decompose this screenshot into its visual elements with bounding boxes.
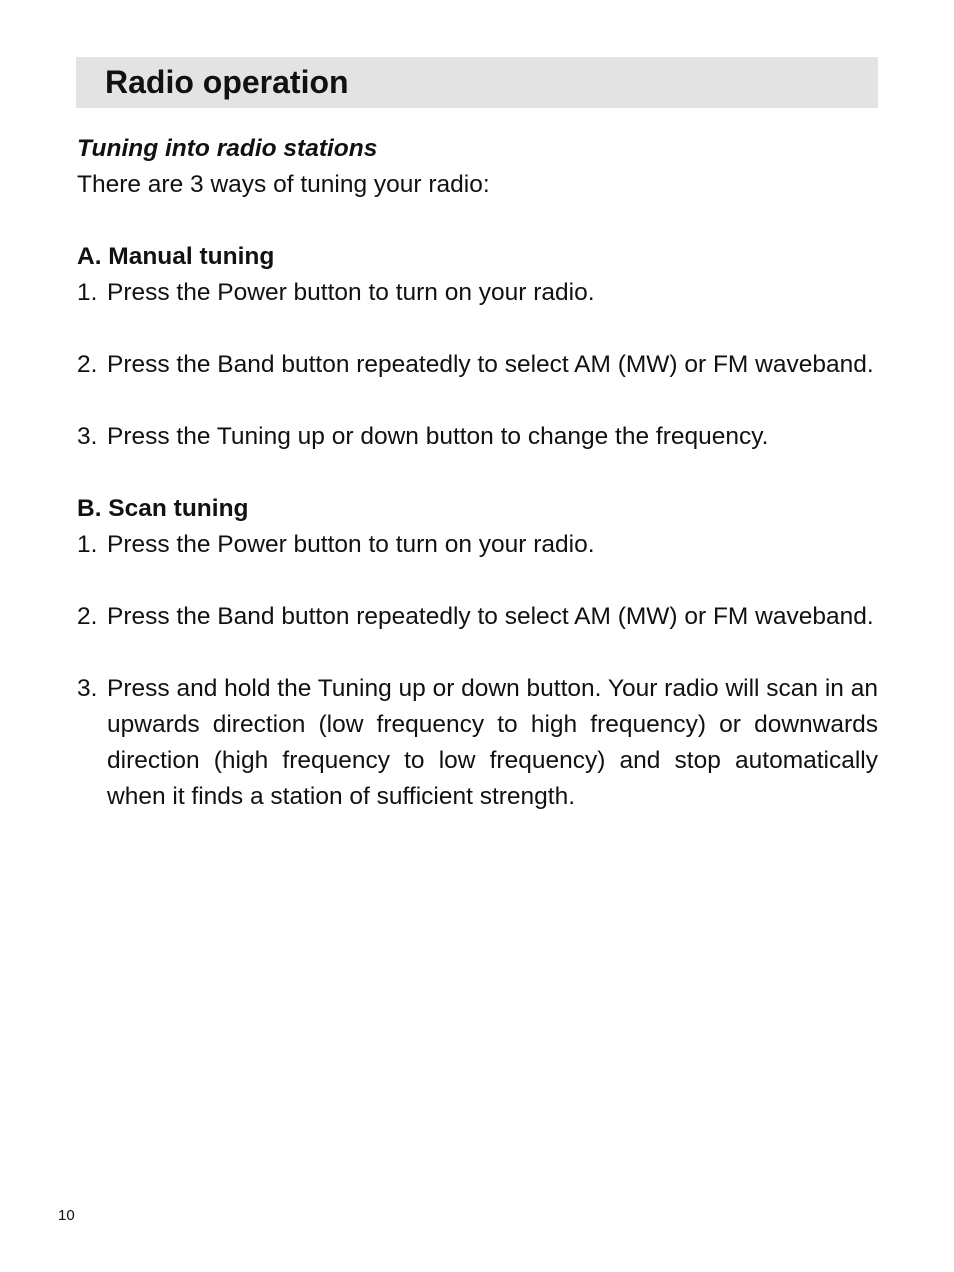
step-text: Press the Power button to turn on your radio. — [107, 531, 595, 558]
section-header-bar — [76, 57, 878, 108]
manual-step-1 — [77, 275, 878, 311]
scan-step-1 — [77, 527, 878, 563]
manual-tuning-steps — [77, 275, 878, 455]
heading-scan-tuning: B. Scan tuning — [77, 495, 249, 522]
step-number: 1. — [77, 279, 98, 306]
intro-text: There are 3 ways of tuning your radio: — [77, 171, 490, 198]
step-text: Press the Band button repeatedly to select AM (MW) or FM waveband. — [107, 603, 874, 630]
step-number: 2. — [77, 351, 98, 378]
step-text: Press and hold the Tuning up or down button. Your radio will scan in an upwards direction (low frequency to high frequency) or downwards direction (high frequency to low frequency) and stop automatically when it finds a station of sufficient strength. — [107, 675, 878, 810]
step-text: Press the Power button to turn on your radio. — [107, 279, 595, 306]
step-number: 1. — [77, 531, 98, 558]
step-text: Press the Tuning up or down button to change the frequency. — [107, 423, 769, 450]
scan-step-3 — [77, 671, 878, 815]
page-number: 10 — [58, 1207, 75, 1224]
manual-step-3 — [77, 419, 878, 455]
manual-step-2 — [77, 347, 878, 383]
step-number: 3. — [77, 675, 98, 702]
scan-tuning-steps — [77, 527, 878, 815]
step-text: Press the Band button repeatedly to select AM (MW) or FM waveband. — [107, 351, 874, 378]
section-title: Radio operation — [105, 64, 349, 100]
subtitle-tuning: Tuning into radio stations — [77, 135, 378, 162]
step-number: 3. — [77, 423, 98, 450]
scan-step-2 — [77, 599, 878, 635]
main-content — [77, 131, 878, 815]
heading-manual-tuning: A. Manual tuning — [77, 243, 275, 270]
step-number: 2. — [77, 603, 98, 630]
